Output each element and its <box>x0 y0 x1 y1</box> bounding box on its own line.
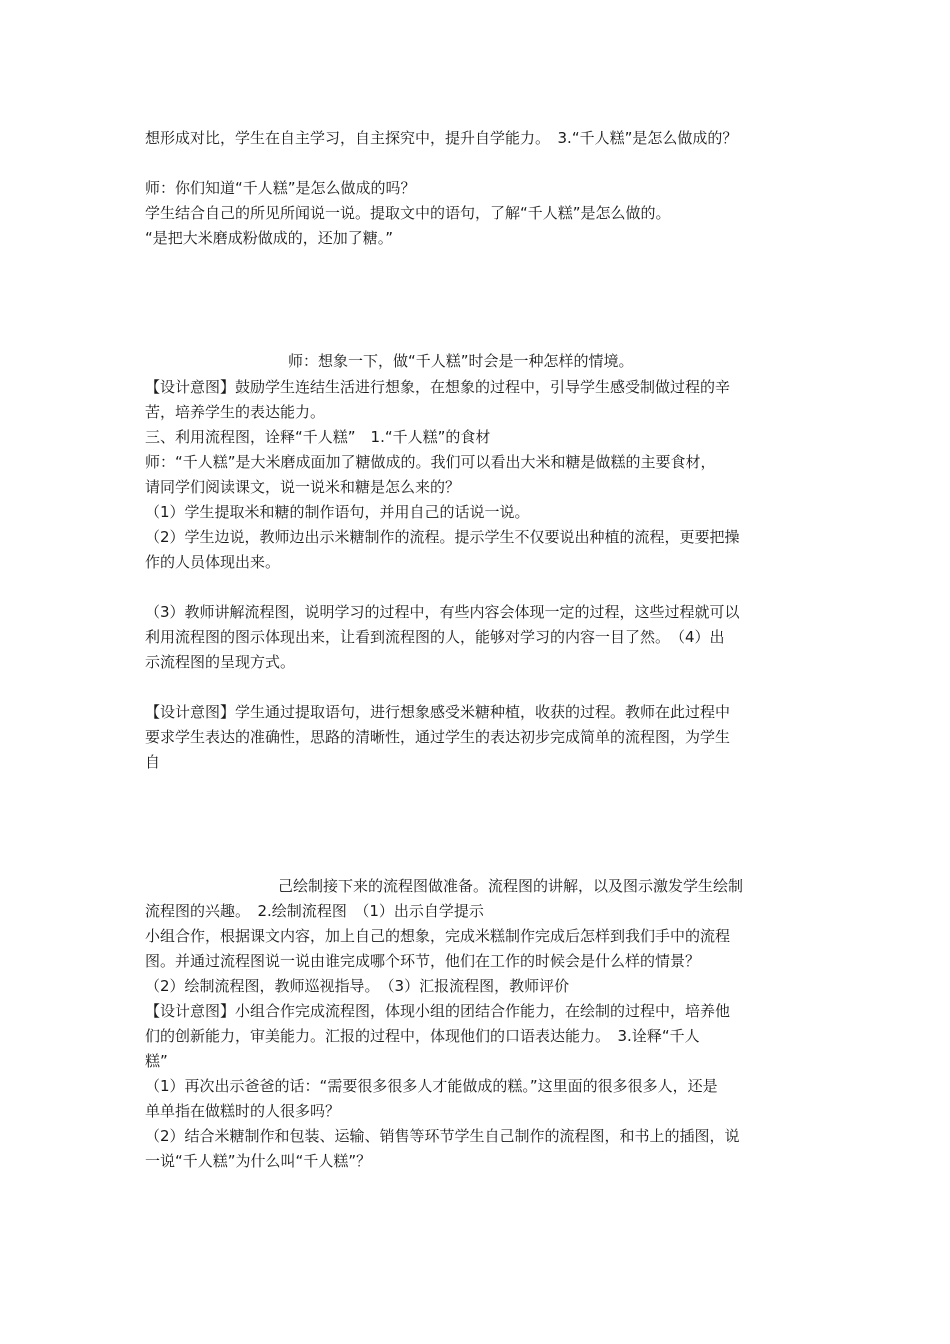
text-line: 请同学们阅读课文，说一说米和糖是怎么来的？ <box>145 478 461 496</box>
text-line: 利用流程图的图示体现出来，让看到流程图的人，能够对学习的内容一目了然。 （4）出 <box>145 628 725 646</box>
text-line: 自 <box>145 753 161 771</box>
text-line: 师：想象一下，做“千人糕”时会是一种怎样的情境。 <box>288 352 634 370</box>
text-line: 学生结合自己的所见所闻说一说。提取文中的语句，了解“千人糕”是怎么做的。 <box>145 204 671 222</box>
text-line: 想形成对比，学生在自主学习，自主探究中，提升自学能力。 3.“千人糕”是怎么做成的？ <box>145 129 738 147</box>
text-line: 流程图的兴趣。 2.绘制流程图 （1）出示自学提示 <box>145 902 484 920</box>
text-line: （2）绘制流程图，教师巡视指导。 （3）汇报流程图，教师评价 <box>145 977 570 995</box>
text-line: “是把大米磨成粉做成的，还加了糖。” <box>145 229 394 247</box>
text-line: 作的人员体现出来。 <box>145 553 281 571</box>
design-intent-line: 【设计意图】鼓励学生连结生活进行想象，在想象的过程中，引导学生感受制做过程的辛 <box>145 378 731 396</box>
text-line: （1）再次出示爸爸的话：“需要很多很多人才能做成的糕。”这里面的很多很多人，还是 <box>145 1077 718 1095</box>
text-line: 一说“千人糕”为什么叫“千人糕”？ <box>145 1152 372 1170</box>
text-line: （2）学生边说，教师边出示米糖制作的流程。提示学生不仅要说出种植的流程，更要把操 <box>145 528 740 546</box>
text-line: 苦，培养学生的表达能力。 <box>145 403 326 421</box>
text-line: 师：“千人糕”是大米磨成面加了糖做成的。我们可以看出大米和糖是做糕的主要食材， <box>145 453 716 471</box>
design-intent-line: 【设计意图】学生通过提取语句，进行想象感受米糖种植，收获的过程。教师在此过程中 <box>145 703 731 721</box>
text-line: 师：你们知道“千人糕”是怎么做成的吗？ <box>145 179 416 197</box>
text-line: 要求学生表达的准确性，思路的清晰性，通过学生的表达初步完成简单的流程图，为学生 <box>145 728 731 746</box>
text-line: 己绘制接下来的流程图做准备。流程图的讲解，以及图示激发学生绘制 <box>278 877 744 895</box>
text-line: （1）学生提取米和糖的制作语句，并用自己的话说一说。 <box>145 503 530 521</box>
design-intent-line: 【设计意图】小组合作完成流程图，体现小组的团结合作能力，在绘制的过程中，培养他 <box>145 1002 731 1020</box>
text-line: 图。并通过流程图说一说由谁完成哪个环节，他们在工作的时候会是什么样的情景？ <box>145 952 701 970</box>
text-line: 小组合作，根据课文内容，加上自己的想象，完成米糕制作完成后怎样到我们手中的流程 <box>145 927 731 945</box>
text-line: 们的创新能力，审美能力。汇报的过程中，体现他们的口语表达能力。 3.诠释“千人 <box>145 1027 700 1045</box>
text-line: （2）结合米糖制作和包装、运输、销售等环节学生自己制作的流程图，和书上的插图，说 <box>145 1127 740 1145</box>
text-line: 单单指在做糕时的人很多吗？ <box>145 1102 341 1120</box>
text-line: 糕” <box>145 1052 168 1070</box>
text-line: 示流程图的呈现方式。 <box>145 653 296 671</box>
section-heading: 三、利用流程图，诠释“千人糕” 1.“千人糕”的食材 <box>145 428 491 446</box>
text-line: （3）教师讲解流程图，说明学习的过程中，有些内容会体现一定的过程，这些过程就可以 <box>145 603 740 621</box>
